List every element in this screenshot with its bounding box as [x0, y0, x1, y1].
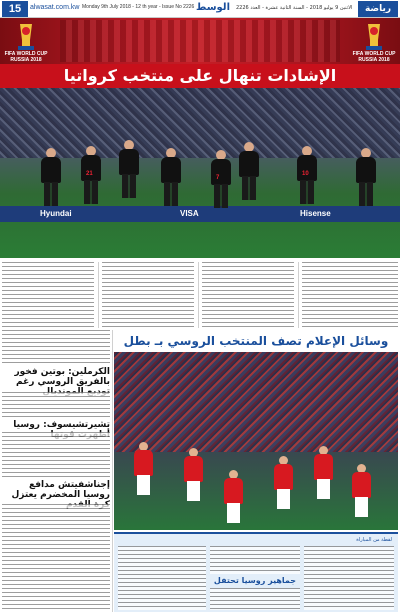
banner-crowd-image — [60, 20, 340, 62]
world-cup-banner — [0, 18, 400, 64]
advertising-boards — [0, 206, 400, 222]
article-text-column — [2, 262, 94, 328]
player-figure — [224, 470, 243, 524]
article-text-column — [2, 504, 110, 610]
player-figure — [80, 146, 102, 206]
player-figure — [40, 148, 62, 208]
player-figure — [238, 142, 260, 202]
emblem-label-left: FIFA WORLD CUP RUSSIA 2018 — [4, 51, 48, 63]
jersey-number: 21 — [86, 171, 93, 177]
player-figure — [184, 448, 203, 502]
article-text-column — [302, 262, 398, 328]
jersey-number: 10 — [302, 171, 309, 177]
article-text-column — [304, 546, 394, 610]
date-line-arabic: الاثنين 9 يوليو 2018 - السنة الثانية عشرة - العدد 2226 — [236, 5, 353, 11]
box-subtitle: جماهير روسيا تحتفل — [213, 576, 297, 585]
photo-caption: لقطة من المباراة — [356, 537, 392, 543]
player-figure — [210, 150, 232, 210]
player-figure — [160, 148, 182, 208]
world-cup-emblem-right — [354, 22, 394, 62]
article-title: الكرملين: بوتين فخور بالفريق الروسي رغم — [14, 367, 110, 387]
page-header — [0, 0, 400, 18]
player-figure — [274, 456, 293, 510]
article-box — [114, 532, 398, 612]
emblem-label-right: FIFA WORLD CUP RUSSIA 2018 — [352, 51, 396, 63]
player-figure — [118, 140, 140, 200]
article-text-column — [210, 546, 300, 574]
newspaper-logo: الوسط — [196, 2, 230, 13]
article-title: تشيرتشيسوف: روسيا — [13, 420, 110, 430]
stadium-stands — [114, 352, 398, 452]
player-figure — [352, 464, 371, 518]
date-line-english: Monday 9th July 2018 - 12 th year - Issue No 2226 — [82, 4, 195, 10]
world-cup-emblem-left — [6, 22, 46, 62]
article-text-column — [2, 432, 110, 478]
player-figure — [355, 148, 377, 208]
ad-text: Hisense — [300, 209, 331, 218]
player-figure — [296, 146, 318, 206]
jersey-number: 7 — [216, 175, 220, 181]
ad-text: Hyundai — [40, 209, 72, 218]
ad-text: VISA — [180, 209, 199, 218]
page-number: 15 — [2, 1, 28, 17]
player-figure — [134, 442, 153, 496]
croatia-celebration-photo — [0, 88, 400, 258]
article-text-column — [102, 262, 194, 328]
player-figure — [314, 446, 333, 500]
article-title: إجناشفيتش مدافع روسيا المخضرم يعتزل — [11, 480, 110, 500]
section-label: رياضة — [358, 1, 398, 17]
second-headline: وسائل الإعلام تصف المنتخب الروسي بـ بطل — [123, 334, 389, 348]
article-text-column — [2, 330, 110, 366]
article-text-column — [210, 588, 300, 610]
article-text-column — [202, 262, 294, 328]
main-headline: الإشادات تنهال على منتخب كرواتيا — [63, 66, 337, 85]
article-text-column — [118, 546, 206, 610]
site-url[interactable]: alwasat.com.kw — [30, 4, 80, 11]
article-text-column — [2, 392, 110, 418]
russia-team-photo — [114, 352, 398, 530]
